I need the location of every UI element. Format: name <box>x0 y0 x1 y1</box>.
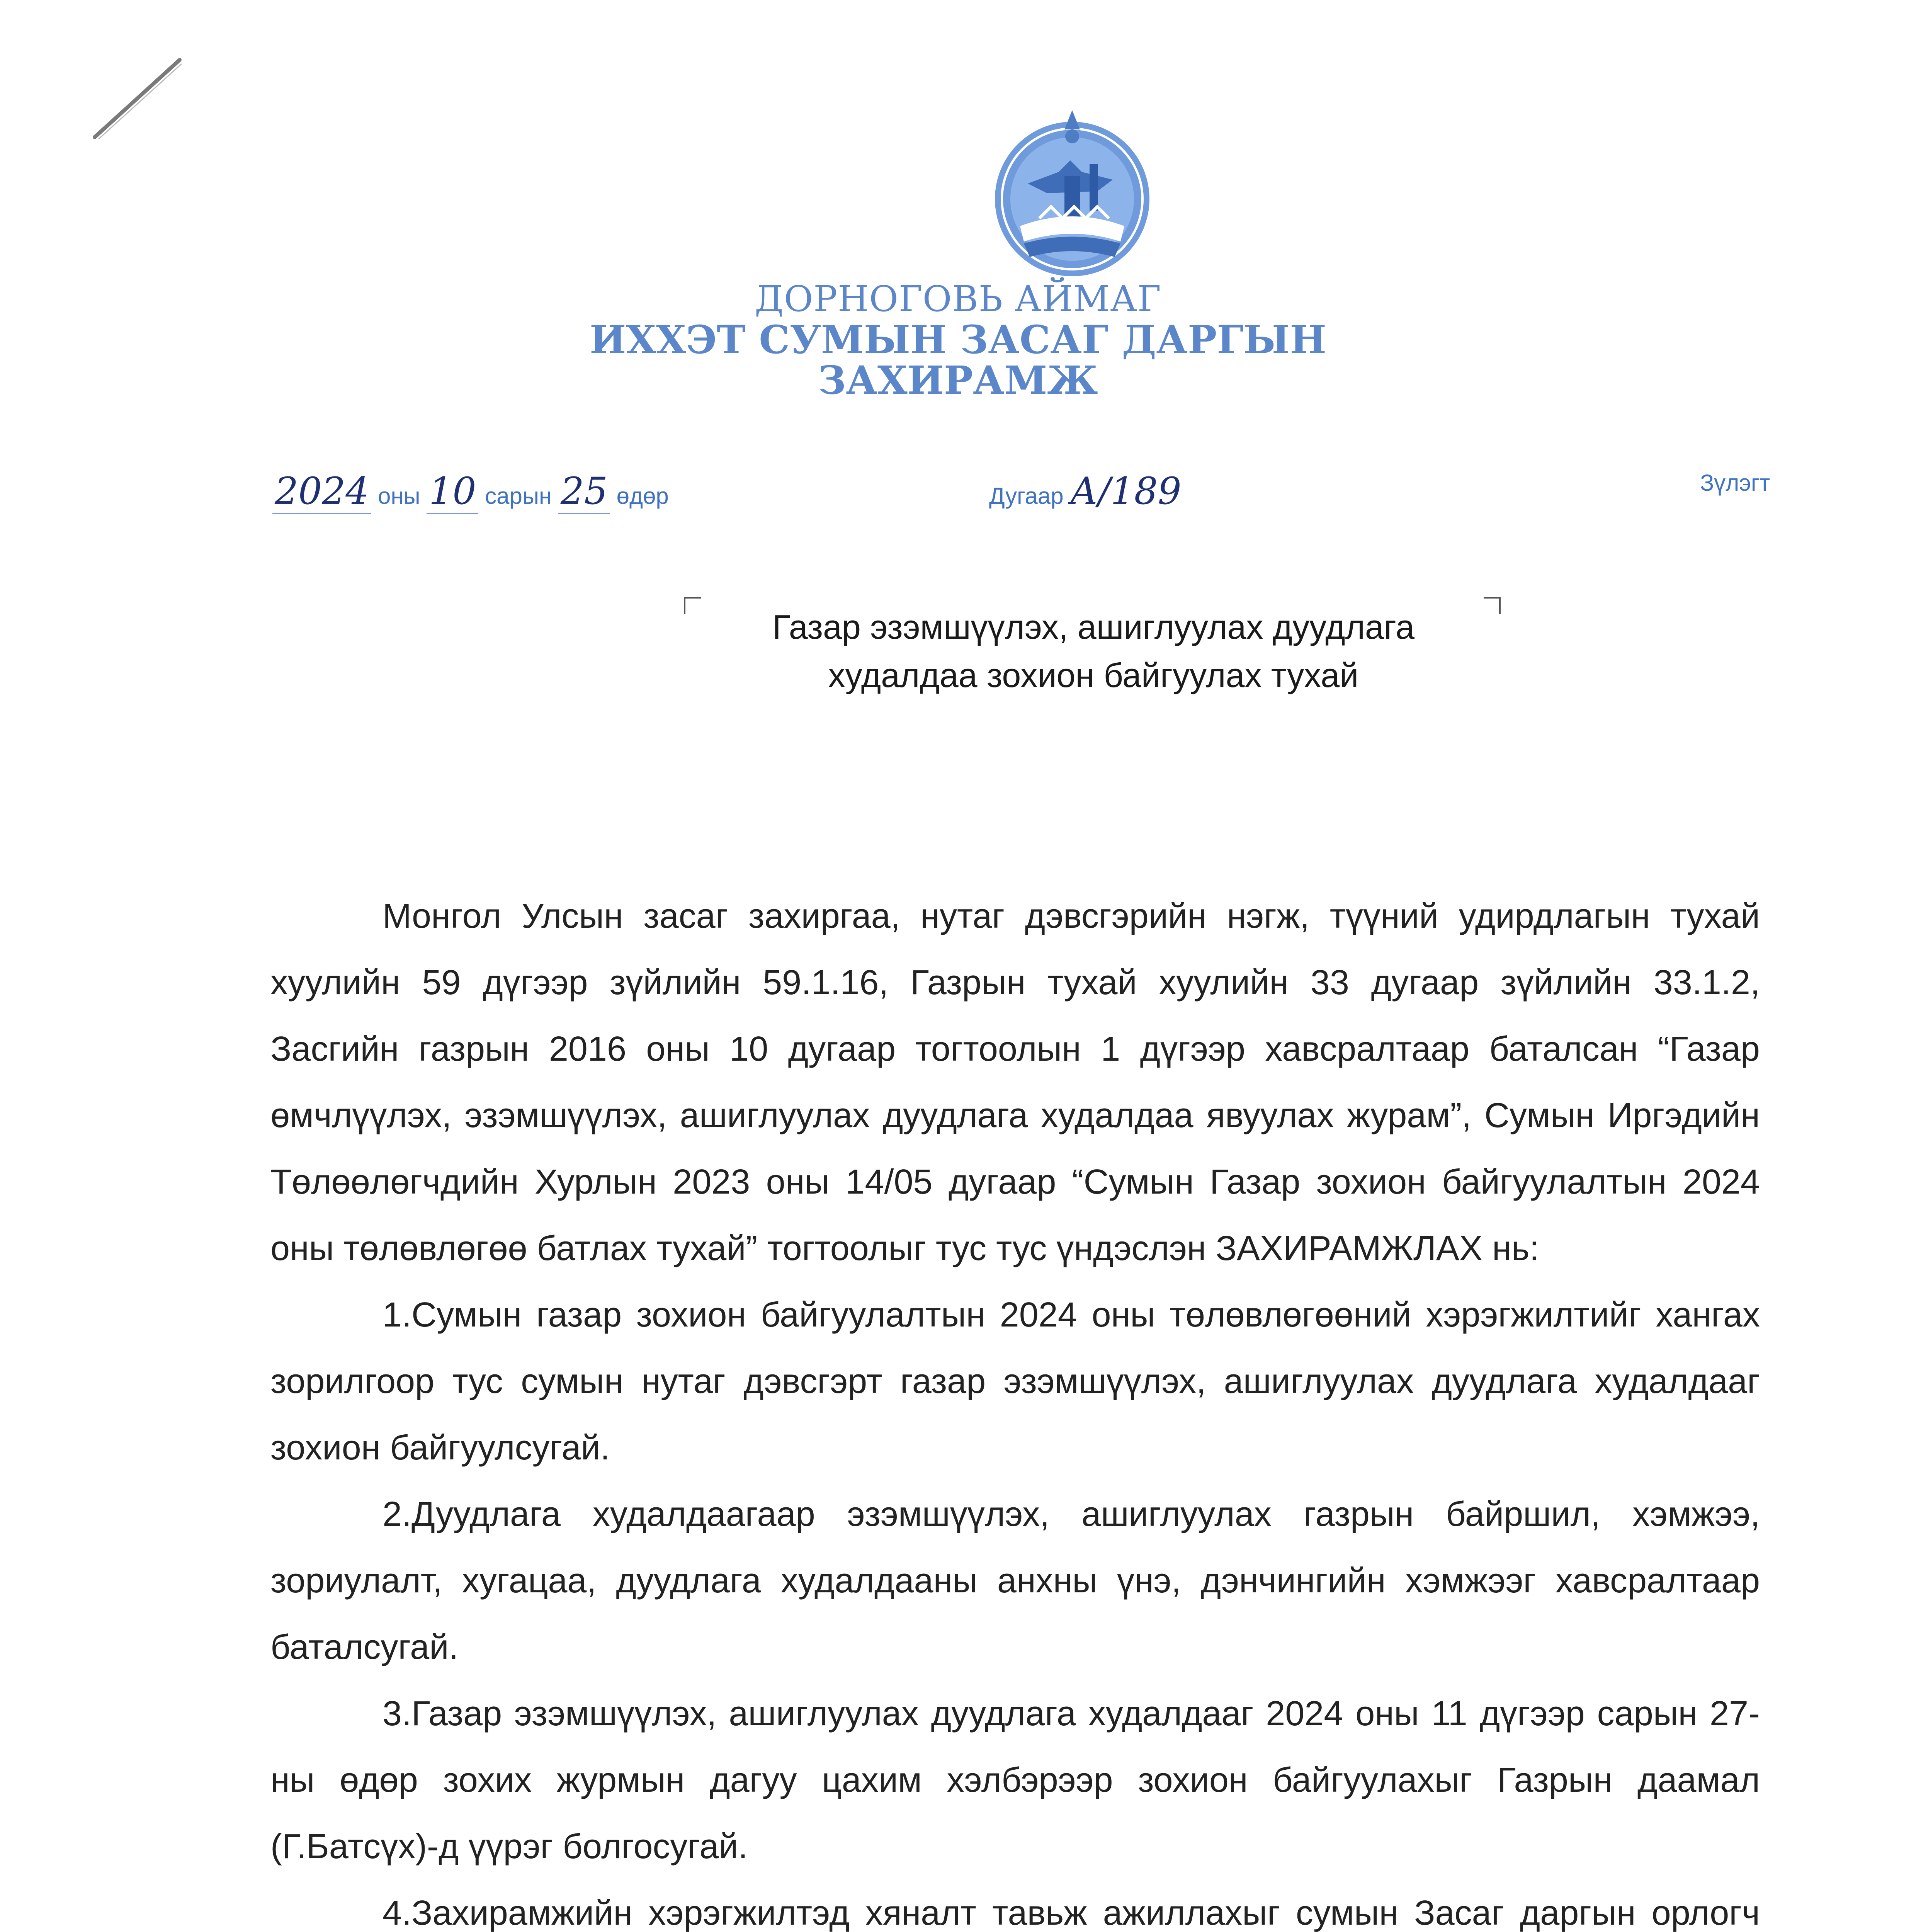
number-field <box>989 469 1182 513</box>
state-emblem <box>981 102 1163 284</box>
place-name: Зүлэгт <box>1700 470 1770 496</box>
item-3-paragraph: 3.Газар эзэмшүүлэх, ашиглуулах дуудлага худалдааг 2024 оны 11 дүгээр сарын 27-ны өдөр зохих журмын дагуу цахим хэлбэрээр зохион байгуулахыг Газрын даамал (Г.Батсүх)-д үүрэг болгосугай. <box>270 1694 1760 1866</box>
number-label: Дугаар <box>989 483 1064 509</box>
date-year: 2024 <box>272 469 371 514</box>
item-1-paragraph: 1.Сумын газар зохион байгуулалтын 2024 оны төлөвлөгөөний хэрэгжилтийг хангах зорилгоор тус сумын нутаг дэвсгэрт газар эзэмшүүлэх, ашиглуулах дуудлага худалдааг зохион байгуулсугай. <box>270 1296 1760 1467</box>
date-field <box>272 469 669 513</box>
place-field <box>1700 469 1770 496</box>
document-body <box>270 883 1760 1932</box>
preamble-paragraph: Монгол Улсын засаг захиргаа, нутаг дэвсгэрийн нэгж, түүний удирдлагын тухай хуулийн 59 дүгээр зүйлийн 59.1.16, Газрын тухай хуулийн 33 дугаар зүйлийн 33.1.2, Засгийн газрын 2016 оны 10 дугаар тогтоолын 1 дүгээр хавсралтаар баталсан “Газар өмчлүүлэх, эзэмшүүлэх, ашиглуулах дуудлага худалдаа явуулах журам”, Сумын Иргэдийн Төлөөлөгчдийн Хурлын 2023 оны 14/05 дугаар “Сумын Газар зохион байгуулалтын 2024 оны төлөвлөгөө батлах тухай” тогтоолыг тус тус үндэслэн ЗАХИРАМЖЛАХ нь: <box>270 897 1760 1268</box>
document-reg-number: А/189 <box>1070 469 1182 513</box>
document-title <box>676 603 1511 699</box>
date-month: 10 <box>427 469 478 514</box>
title-line-2: худалдаа зохион байгуулах тухай <box>828 656 1359 694</box>
date-month-label: сарын <box>485 483 552 509</box>
item-2-paragraph: 2.Дуудлага худалдаагаар эзэмшүүлэх, ашиглуулах газрын байршил, хэмжээ, зориулалт, хугацаа, дуудлага худалдааны анхны үнэ, дэнчингийн хэмжээг хавсралтаар баталсугай. <box>270 1495 1760 1667</box>
item-4-paragraph: 4.Захирамжийн хэрэгжилтэд хяналт тавьж ажиллахыг сумын Засаг даргын орлогч <box>383 1894 1760 1932</box>
title-line-1: Газар эзэмшүүлэх, ашиглуулах дуудлага <box>772 608 1414 646</box>
date-day-label: өдөр <box>616 483 669 509</box>
date-day: 25 <box>558 469 610 514</box>
header-aimag: ДОРНОГОВЬ АЙМАГ <box>755 278 1161 320</box>
pen-scratch-mark <box>87 52 187 145</box>
date-year-label: оны <box>377 483 420 509</box>
header-ordinance: ЗАХИРАМЖ <box>818 357 1098 403</box>
header-sum-governor: ИХХЭТ СУМЫН ЗАСАГ ДАРГЫН <box>589 317 1327 362</box>
